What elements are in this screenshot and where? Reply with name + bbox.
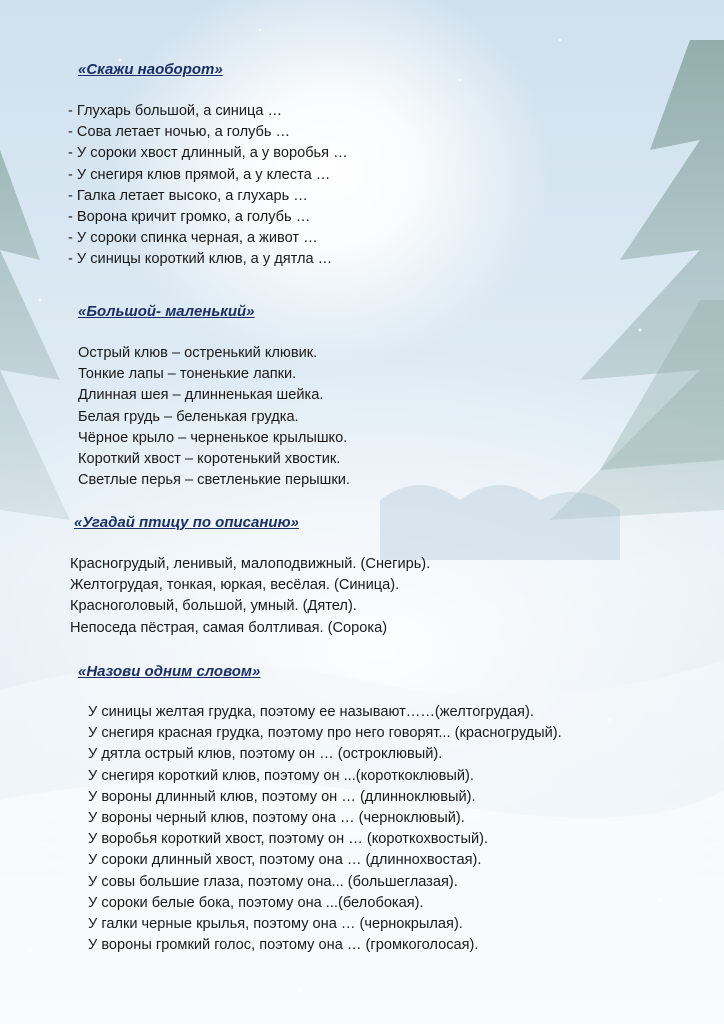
- right-fir-tree: [550, 40, 724, 520]
- left-fir-tree: [0, 150, 70, 520]
- section-lines-big-small: [78, 343, 350, 491]
- section-lines-guess-bird: [70, 554, 430, 639]
- list-item: - Галка летает высоко, а глухарь …: [68, 187, 308, 204]
- list-item: У совы большие глаза, поэтому она... (большеглазая).: [88, 873, 458, 890]
- list-item: - Ворона кричит громко, а голубь …: [68, 208, 311, 225]
- list-item: У галки черные крылья, поэтому она … (чернокрылая).: [88, 915, 463, 932]
- section-title-big-small: «Большой- маленький»: [78, 303, 255, 320]
- section-lines-opposites: [68, 101, 348, 271]
- list-item: Непоседа пёстрая, самая болтливая. (Сорока): [70, 619, 388, 636]
- list-item: У снегиря красная грудка, поэтому про него говорят... (красногрудый).: [88, 725, 562, 742]
- list-item: У воробья короткий хвост, поэтому он … (короткохвостый).: [88, 831, 489, 848]
- list-item: У вороны черный клюв, поэтому она … (черноклювый).: [88, 809, 465, 826]
- list-item: - У сороки хвост длинный, а у воробья …: [68, 145, 348, 162]
- list-item: У дятла острый клюв, поэтому он … (остроклювый).: [88, 746, 443, 763]
- list-item: - Глухарь большой, а синица …: [68, 103, 283, 119]
- list-item: Красногрудый, ленивый, малоподвижный. (Снегирь).: [70, 556, 431, 572]
- list-item: Тонкие лапы – тоненькие лапки.: [78, 366, 297, 383]
- list-item: У сороки длинный хвост, поэтому она … (длиннохвостая).: [88, 852, 482, 869]
- list-item: Острый клюв – остренький клювик.: [78, 345, 318, 361]
- list-item: У снегиря короткий клюв, поэтому он ...(короткоклювый).: [88, 767, 474, 784]
- list-item: - У синицы короткий клюв, а у дятла …: [68, 251, 333, 268]
- list-item: У вороны длинный клюв, поэтому он … (длинноклювый).: [88, 788, 476, 805]
- section-title-opposites: «Скажи наоборот»: [78, 61, 223, 78]
- list-item: Чёрное крыло – черненькое крылышко.: [78, 429, 348, 446]
- section-lines-one-word: [88, 702, 562, 956]
- list-item: - У сороки спинка черная, а живот …: [68, 230, 318, 247]
- list-item: У сороки белые бока, поэтому она ...(белобокая).: [88, 894, 424, 911]
- list-item: Короткий хвост – коротенький хвостик.: [78, 450, 341, 467]
- section-title-one-word: «Назови одним словом»: [78, 663, 261, 680]
- list-item: Светлые перья – светленькие перышки.: [78, 472, 350, 489]
- list-item: У синицы желтая грудка, поэтому ее называют……(желтогрудая).: [88, 704, 534, 720]
- list-item: Красноголовый, большой, умный. (Дятел).: [70, 598, 357, 615]
- list-item: - У снегиря клюв прямой, а у клеста …: [68, 166, 331, 183]
- list-item: Белая грудь – беленькая грудка.: [78, 408, 299, 425]
- list-item: У вороны громкий голос, поэтому она … (громкоголосая).: [88, 937, 479, 954]
- list-item: Желтогрудая, тонкая, юркая, весёлая. (Синица).: [70, 577, 400, 594]
- list-item: Длинная шея – длинненькая шейка.: [78, 387, 324, 404]
- list-item: - Сова летает ночью, а голубь …: [68, 124, 291, 141]
- section-title-guess-bird: «Угадай птицу по описанию»: [74, 514, 299, 531]
